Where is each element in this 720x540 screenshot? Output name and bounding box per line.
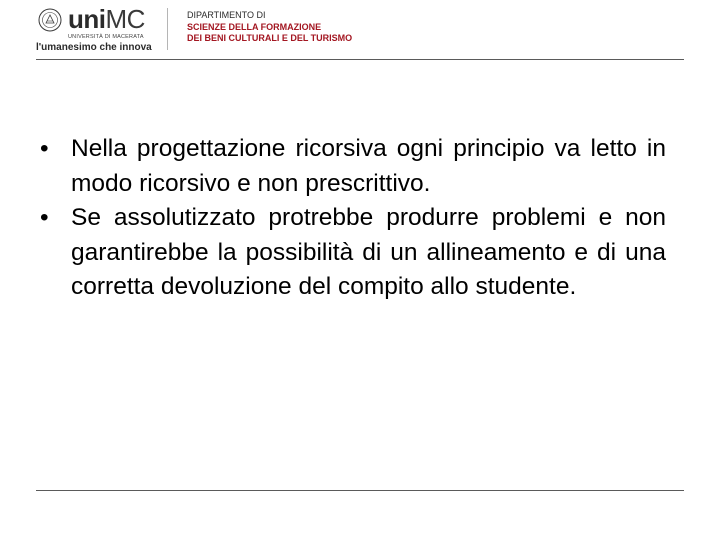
seal-icon [38,8,62,32]
bullet-text: Se assolutizzato protrebbe produrre problemi e non garantirebbe la possibilità di un allineamento e di una corretta devoluzione del compito allo studente. [71,204,666,300]
slide-body [36,132,666,305]
university-motto: l'umanesimo che innova [36,42,152,53]
bullet-marker: • [40,135,49,162]
slide-header [0,0,720,62]
bullet-item [36,201,666,305]
brand-main: uni [68,4,106,34]
department-name [187,10,352,45]
department-line-1: DIPARTIMENTO DI [187,10,266,20]
bottom-rule [36,490,684,491]
bullet-text: Nella progettazione ricorsiva ogni principio va letto in modo ricorsivo e non prescrittivo. [71,135,666,197]
header-divider [167,8,168,50]
department-line-3: DEI BENI CULTURALI E DEL TURISMO [187,33,353,43]
top-rule [36,59,684,60]
bullet-item [36,132,666,201]
department-line-2: SCIENZE DELLA FORMAZIONE [187,21,322,32]
university-name: UNIVERSITÀ DI MACERATA [68,34,144,40]
university-logo [36,4,166,54]
brand-suffix: MC [105,4,145,34]
brand-wordmark [68,4,145,35]
bullet-marker: • [40,204,49,231]
